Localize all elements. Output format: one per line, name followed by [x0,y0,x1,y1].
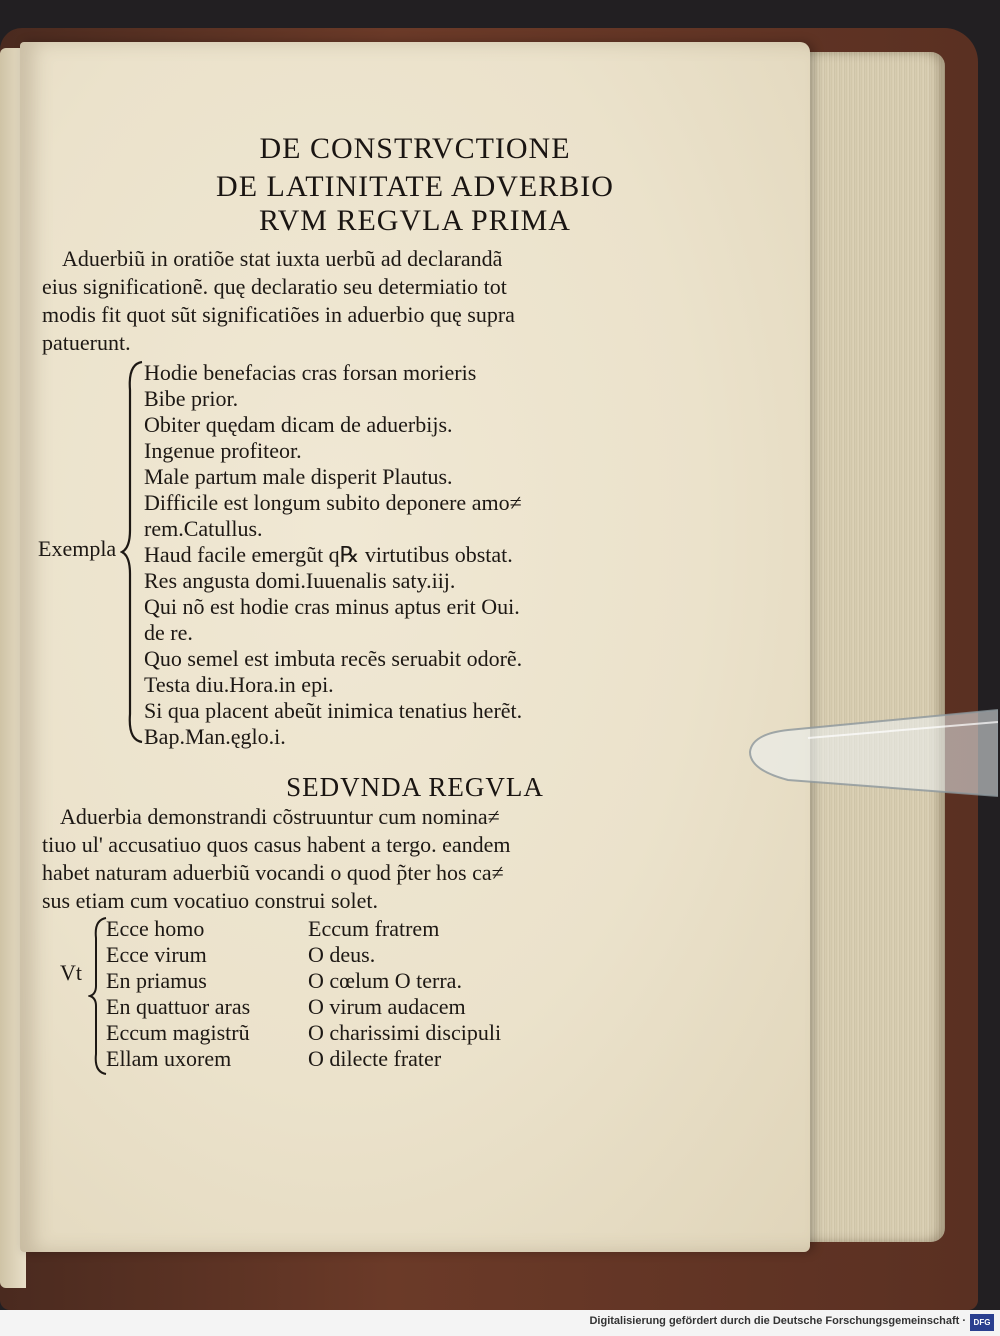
example-line: Testa diu.Hora.in epi. [144,672,334,697]
left-column-item: Ecce virum [106,942,207,967]
right-column-item: Eccum fratrem [308,916,440,941]
rule2-line: habet naturam aduerbiũ vocandi o quod p̃ter hos ca≠ [42,860,504,885]
example-line: Hodie benefacias cras forsan morieris [144,360,477,385]
vt-label: Vt [60,960,82,985]
example-line: de re. [144,620,193,645]
rule1-line: Aduerbiũ in oratiõe stat iuxta uerbũ ad declarandã [62,246,503,271]
example-line: Haud facile emergũt q℞ virtutibus obstat. [144,542,513,567]
example-line: Qui nõ est hodie cras minus aptus erit Oui. [144,594,520,619]
right-column-item: O deus. [308,942,376,967]
example-line: Ingenue profiteor. [144,438,302,463]
example-line: Quo semel est imbuta recẽs seruabit odorẽ. [144,646,523,671]
example-line: Difficile est longum subito deponere amo≠ [144,490,522,515]
dfg-logo-icon: DFG [970,1314,994,1331]
page-heading-line2: DE LATINITATE ADVERBIO [216,170,614,203]
footer-bar [0,1310,1000,1336]
rule1-line: eius significationẽ. quę declaratio seu determiatio tot [42,274,507,299]
left-column-item: En quattuor aras [106,994,251,1019]
example-line: Bap.Man.ęglo.i. [144,724,286,749]
rule1-line: modis fit quot sũt significatiões in aduerbio quę supra [42,302,515,327]
left-column-item: En priamus [106,968,207,993]
footer-credit: Digitalisierung gefördert durch die Deutsche Forschungsgemeinschaft · [589,1315,966,1327]
rule2-line: Aduerbia demonstrandi cõstruuntur cum nomina≠ [60,804,500,829]
left-column-item: Ecce homo [106,916,205,941]
right-column-item: O virum audacem [308,994,466,1019]
right-column-item: O dilecte frater [308,1046,442,1071]
right-column-item: O cœlum O terra. [308,968,462,993]
rule1-line: patuerunt. [42,330,131,355]
rule2-heading: SEDVNDA REGVLA [286,772,544,802]
example-line: Obiter quędam dicam de aduerbijs. [144,412,453,437]
page-heading-line1: DE CONSTRVCTIONE [259,132,571,165]
page-clip [748,700,998,800]
rule2-line: tiuo ul' accusatiuo quos casus habent a tergo. eandem [42,832,511,857]
example-line: Res angusta domi.Iuuenalis saty.iij. [144,568,456,593]
left-column-item: Ellam uxorem [106,1046,232,1071]
left-column-item: Eccum magistrũ [106,1020,250,1045]
page-heading-line3: RVM REGVLA PRIMA [259,204,571,237]
example-line: Male partum male disperit Plautus. [144,464,453,489]
exempla-label: Exempla [38,536,117,561]
exempla-brace [120,360,146,744]
right-column-item: O charissimi discipuli [308,1020,502,1045]
rule2-line: sus etiam cum vocatiuo construi solet. [42,888,379,913]
book-page [20,42,810,1252]
example-line: Si qua placent abeũt inimica tenatius herẽt. [144,698,523,723]
example-line: rem.Catullus. [144,516,263,541]
example-line: Bibe prior. [144,386,239,411]
